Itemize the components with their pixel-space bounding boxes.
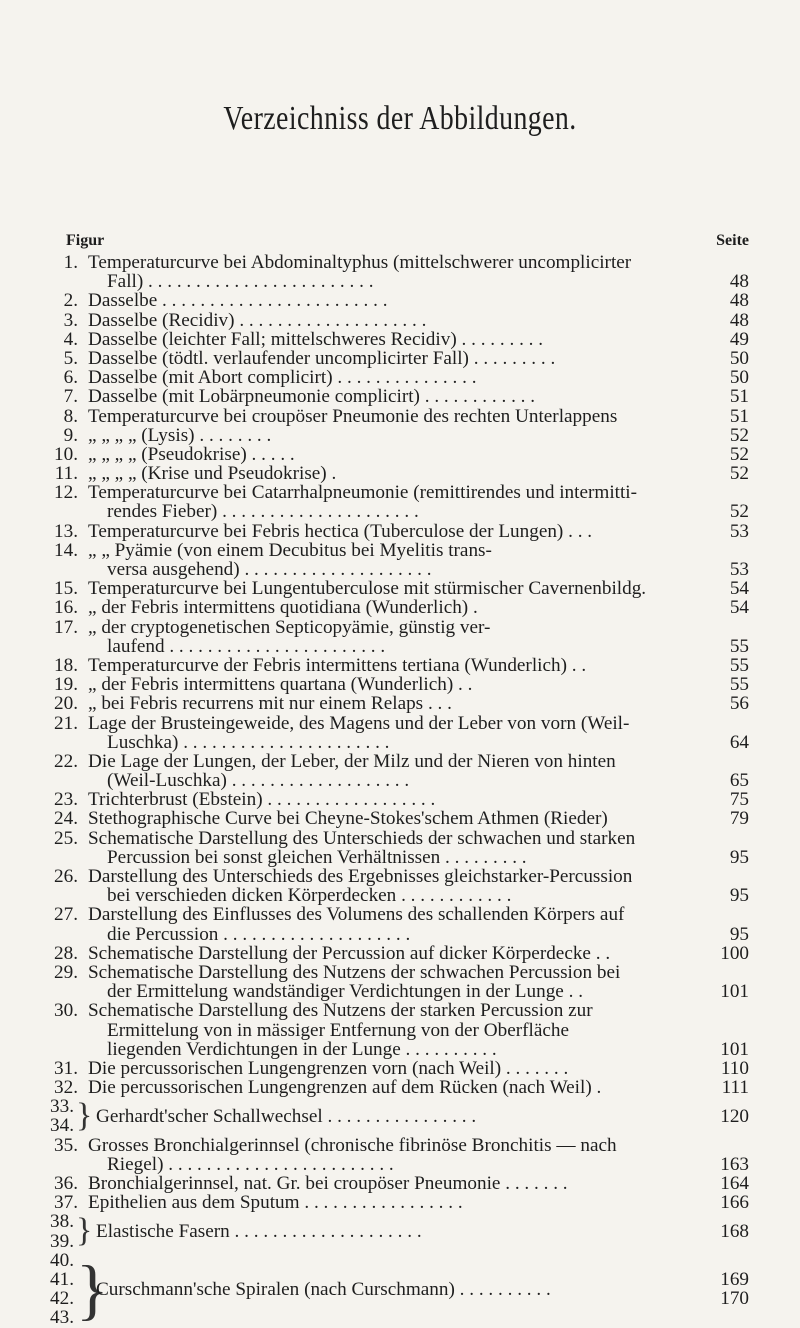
figure-caption: „ „ „ „ (Pseudokrise) . . . . . [88,443,295,465]
figure-number: 19. [54,674,78,696]
page-title: Verzeichniss der Abbildungen. [223,100,577,137]
figure-number: 23. [54,789,78,811]
entry-line [0,291,800,310]
list-item [0,656,800,675]
figure-caption: Die Lage der Lungen, der Leber, der Milz und der Nieren von hinten [88,750,616,772]
figure-caption: Percussion bei sonst gleichen Verhältnissen . . . . . . . . . [107,846,527,868]
list-item-group [0,1251,800,1328]
figure-caption: Temperaturcurve bei Abdominaltyphus (mittelschwerer uncomplicirter [88,252,632,273]
figure-number: 32. [54,1077,78,1099]
entry-line [0,809,800,828]
list-item [0,541,800,579]
list-item-group [0,1212,800,1250]
figure-caption: versa ausgehend) . . . . . . . . . . . . . . . . . . . . [107,559,432,580]
list-item [0,790,800,809]
figure-number: 28. [54,942,78,964]
figure-caption: laufend . . . . . . . . . . . . . . . . . . . . . . . [107,635,386,657]
page-number: 49 [729,328,749,350]
page-number: 166 [720,1192,749,1214]
figur-column-header: Figur [66,232,105,249]
figure-caption: „ der Febris intermittens quartana (Wunderlich) . . [88,674,473,696]
figure-caption: Dasselbe (mit Lobärpneumonie complicirt) . . . . . . . . . . . . [88,386,536,408]
figure-number: 41. [50,1268,74,1290]
figure-number: 27. [54,904,78,926]
figure-number: 26. [54,866,78,887]
figure-caption: Trichterbrust (Ebstein) . . . . . . . . . . . . . . . . . . [88,789,436,811]
figure-caption: „ der Febris intermittens quotidiana (Wunderlich) . [88,597,478,619]
page-number: 50 [729,347,749,369]
figure-caption: Temperaturcurve der Febris intermittens tertiana (Wunderlich) . . [88,654,587,676]
list-item [0,311,800,330]
figure-caption: Schematische Darstellung des Unterschieds der schwachen und starken [88,827,636,849]
brace-glyph: } [76,1097,93,1135]
figure-number: 6. [63,367,78,389]
entry-line [0,675,800,694]
entry-line [0,330,800,349]
figure-number: 43. [50,1307,74,1328]
entry-line [0,925,800,944]
figure-caption: der Ermittelung wandständiger Verdichtungen in der Lunge . . [107,981,584,1003]
list-item [0,522,800,541]
entry-line [0,771,800,790]
figure-number: 14. [54,539,78,561]
page-number: 48 [729,290,749,312]
figure-number: 18. [54,654,78,676]
figure-caption: Temperaturcurve bei Febris hectica (Tuberculose der Lungen) . . . [88,520,593,542]
entry-line [0,1021,800,1040]
figure-number: 31. [54,1057,78,1079]
figure-caption: Gerhardt'scher Schallwechsel . . . . . . . . . . . . . . . . [96,1105,477,1127]
entry-line [0,1136,800,1155]
entry-line [0,502,800,521]
figure-caption: Stethographische Curve bei Cheyne-Stokes'schem Athmen (Rieder) [88,808,608,830]
entry-line [0,714,800,733]
entry-line [0,637,800,656]
figure-number: 11. [54,463,78,485]
figure-caption: Darstellung des Unterschieds des Ergebnisses gleichstarker-Percussion [88,866,633,887]
page-number: 95 [729,885,749,907]
page-number: 79 [729,808,749,830]
page-number: 52 [729,443,749,465]
figure-caption: „ „ „ „ (Krise und Pseudokrise) . [88,463,337,485]
figure-number: 30. [54,1000,78,1022]
entry-line [0,944,800,963]
list-item [0,330,800,349]
page-number: 56 [729,693,749,715]
entry-line [0,886,800,905]
figure-number: 35. [54,1134,78,1156]
list-item [0,598,800,617]
entry-line [0,829,800,848]
list-item [0,579,800,598]
entry-line [0,522,800,541]
brace-glyph: } [76,1212,93,1250]
list-item [0,944,800,963]
list-item [0,829,800,867]
entry-line [0,867,800,886]
entry-line [0,1174,800,1193]
entry-line [0,426,800,445]
figure-caption: Temperaturcurve bei croupöser Pneumonie des rechten Unterlappens [88,405,618,427]
figure-caption: Darstellung des Einflusses des Volumens des schallenden Körpers auf [88,904,625,926]
figure-number: 1. [63,252,78,273]
figure-caption: „ „ Pyämie (von einem Decubitus bei Myelitis trans- [88,539,492,561]
figure-number: 29. [54,961,78,983]
list-item [0,694,800,713]
entry-line [0,483,800,502]
list-item [0,1001,800,1059]
figure-caption: Dasselbe (tödtl. verlaufender uncomplicirter Fall) . . . . . . . . . [88,347,556,369]
page-number: 52 [729,463,749,485]
list-item [0,445,800,464]
list-item [0,809,800,828]
figure-number: 7. [63,386,78,408]
figure-number: 38. [50,1211,74,1233]
entry-line [0,1155,800,1174]
page-number: 65 [729,770,749,792]
entry-line [0,1193,800,1212]
list-item [0,905,800,943]
figure-caption: Die percussorischen Lungengrenzen vorn (nach Weil) . . . . . . . [88,1057,569,1079]
page-number: 169 [720,1268,749,1290]
list-item [0,1174,800,1193]
page-number: 48 [729,309,749,331]
entry-line [0,445,800,464]
list-item [0,675,800,694]
page-number: 163 [720,1153,749,1175]
page-number: 54 [729,578,749,600]
page-number: 95 [729,846,749,868]
seite-column-header: Seite [716,232,749,249]
entry-line [0,733,800,752]
entry-line [0,618,800,637]
page-number: 50 [729,367,749,389]
entry-line [0,1001,800,1020]
figure-number: 25. [54,827,78,849]
figure-caption: Schematische Darstellung des Nutzens der schwachen Percussion bei [88,961,621,983]
list-item [0,714,800,752]
entry-line [0,790,800,809]
page-number: 100 [720,942,749,964]
figure-caption: die Percussion . . . . . . . . . . . . . . . . . . . . [107,923,411,945]
figure-number: 4. [63,328,78,350]
entry-line [0,272,800,291]
page-number: 55 [729,654,749,676]
entry-line [0,1059,800,1078]
list-item [0,426,800,445]
brace-glyph: } [76,1250,109,1327]
figure-number: 36. [54,1173,78,1195]
figure-caption: Elastische Fasern . . . . . . . . . . . . . . . . . . . . [96,1220,422,1242]
list-item [0,1059,800,1078]
figure-caption: Temperaturcurve bei Lungentuberculose mit stürmischer Cavernenbildg. [88,578,647,600]
entry-line [0,656,800,675]
entry-line [0,464,800,483]
list-item [0,349,800,368]
page-number: 75 [729,789,749,811]
figure-list [0,253,800,1328]
figure-caption: „ „ „ „ (Lysis) . . . . . . . . [88,424,272,446]
figure-number: 20. [54,693,78,715]
list-item [0,253,800,291]
figure-number: 13. [54,520,78,542]
entry-line [0,982,800,1001]
page-number: 110 [720,1057,749,1079]
page-number: 52 [729,501,749,523]
figure-number: 10. [54,443,78,465]
entry-line [0,579,800,598]
figure-caption: rendes Fieber) . . . . . . . . . . . . . . . . . . . . . [107,501,419,523]
page-number: 168 [720,1220,749,1242]
entry-line [0,253,800,272]
figure-caption: Dasselbe (leichter Fall; mittelschweres Recidiv) . . . . . . . . . [88,328,544,350]
figure-caption: (Weil-Luschka) . . . . . . . . . . . . . . . . . . . [107,770,410,792]
figure-number: 33. [50,1096,74,1118]
entry-line [0,752,800,771]
figure-number: 42. [50,1288,74,1310]
figure-caption: Curschmann'sche Spiralen (nach Curschmann) . . . . . . . . . . [96,1278,551,1300]
figure-caption: liegenden Verdichtungen in der Lunge . . . . . . . . . . [107,1038,497,1060]
entry-line [0,407,800,426]
figure-number: 3. [63,309,78,331]
list-item [0,407,800,426]
figure-caption: Fall) . . . . . . . . . . . . . . . . . . . . . . . . [107,271,374,293]
figure-caption: Dasselbe (Recidiv) . . . . . . . . . . . . . . . . . . . . [88,309,427,331]
entry-line [0,1040,800,1059]
page-number: 55 [729,635,749,657]
figure-number: 37. [54,1192,78,1214]
figure-caption: „ der cryptogenetischen Septicopyämie, günstig ver- [88,616,491,638]
page-number: 164 [720,1173,749,1195]
entry-line [0,963,800,982]
list-item-group [0,1097,800,1135]
figure-caption: Ermittelung von in mässiger Entfernung von der Oberfläche [107,1019,569,1041]
entry-line [0,848,800,867]
figure-number: 16. [54,597,78,619]
figure-caption: Dasselbe . . . . . . . . . . . . . . . . . . . . . . . . [88,290,388,312]
page-number: 120 [720,1105,749,1127]
entry-line [0,368,800,387]
figure-number: 12. [54,482,78,504]
list-item [0,867,800,905]
figure-caption: Temperaturcurve bei Catarrhalpneumonie (remittirendes und intermitti- [88,482,638,504]
figure-number: 17. [54,616,78,638]
page-number: 48 [729,271,749,293]
page-number: 111 [721,1077,749,1099]
figure-number: 5. [63,347,78,369]
page-number: 101 [720,1038,749,1060]
page-number: 95 [729,923,749,945]
entry-line [0,311,800,330]
page-number: 53 [729,559,749,580]
figure-number: 21. [54,712,78,734]
list-item [0,1193,800,1212]
entry-line [0,349,800,368]
page-number: 55 [729,674,749,696]
list-item [0,387,800,406]
figure-caption: Schematische Darstellung der Percussion auf dicker Körperdecke . . [88,942,611,964]
entry-line [0,694,800,713]
figure-caption: bei verschieden dicken Körperdecken . . . . . . . . . . . . [107,885,512,907]
entry-line [0,541,800,560]
figure-number: 9. [63,424,78,446]
figure-number: 34. [50,1115,74,1137]
figure-caption: Luschka) . . . . . . . . . . . . . . . . . . . . . . [107,731,390,753]
figure-caption: Riegel) . . . . . . . . . . . . . . . . . . . . . . . . [107,1153,394,1175]
list-item [0,483,800,521]
list-item [0,752,800,790]
list-item [0,963,800,1001]
page-number: 51 [729,405,749,427]
figure-caption: Dasselbe (mit Abort complicirt) . . . . . . . . . . . . . . . [88,367,477,389]
page-number: 52 [729,424,749,446]
page-number: 101 [720,981,749,1003]
page-number: 64 [729,731,749,753]
figure-caption: Lage der Brusteingeweide, des Magens und der Leber von vorn (Weil- [88,712,630,734]
list-item [0,1078,800,1097]
figure-caption: Grosses Bronchialgerinnsel (chronische fibrinöse Bronchitis — nach [88,1134,617,1156]
figure-caption: Die percussorischen Lungengrenzen auf dem Rücken (nach Weil) . [88,1077,602,1099]
page-number: 170 [720,1288,749,1310]
figure-number: 2. [63,290,78,312]
page-number: 54 [729,597,749,619]
figure-caption: „ bei Febris recurrens mit nur einem Relaps . . . [88,693,452,715]
page-number: 51 [729,386,749,408]
list-item [0,291,800,310]
figure-number: 8. [63,405,78,427]
page-number: 53 [729,520,749,542]
list-item [0,464,800,483]
entry-line [0,1078,800,1097]
figure-number: 40. [50,1249,74,1271]
figure-caption: Bronchialgerinnsel, nat. Gr. bei croupöser Pneumonie . . . . . . . [88,1173,568,1195]
figure-caption: Schematische Darstellung des Nutzens der starken Percussion zur [88,1000,593,1022]
figure-number: 24. [54,808,78,830]
list-item [0,368,800,387]
figure-number: 39. [50,1230,74,1252]
entry-line [0,560,800,579]
entry-line [0,905,800,924]
list-item [0,1136,800,1174]
figure-caption: Epithelien aus dem Sputum . . . . . . . . . . . . . . . . . [88,1192,463,1214]
figure-number: 22. [54,750,78,772]
entry-line [0,598,800,617]
entry-line [0,387,800,406]
list-item [0,618,800,656]
figure-number: 15. [54,578,78,600]
